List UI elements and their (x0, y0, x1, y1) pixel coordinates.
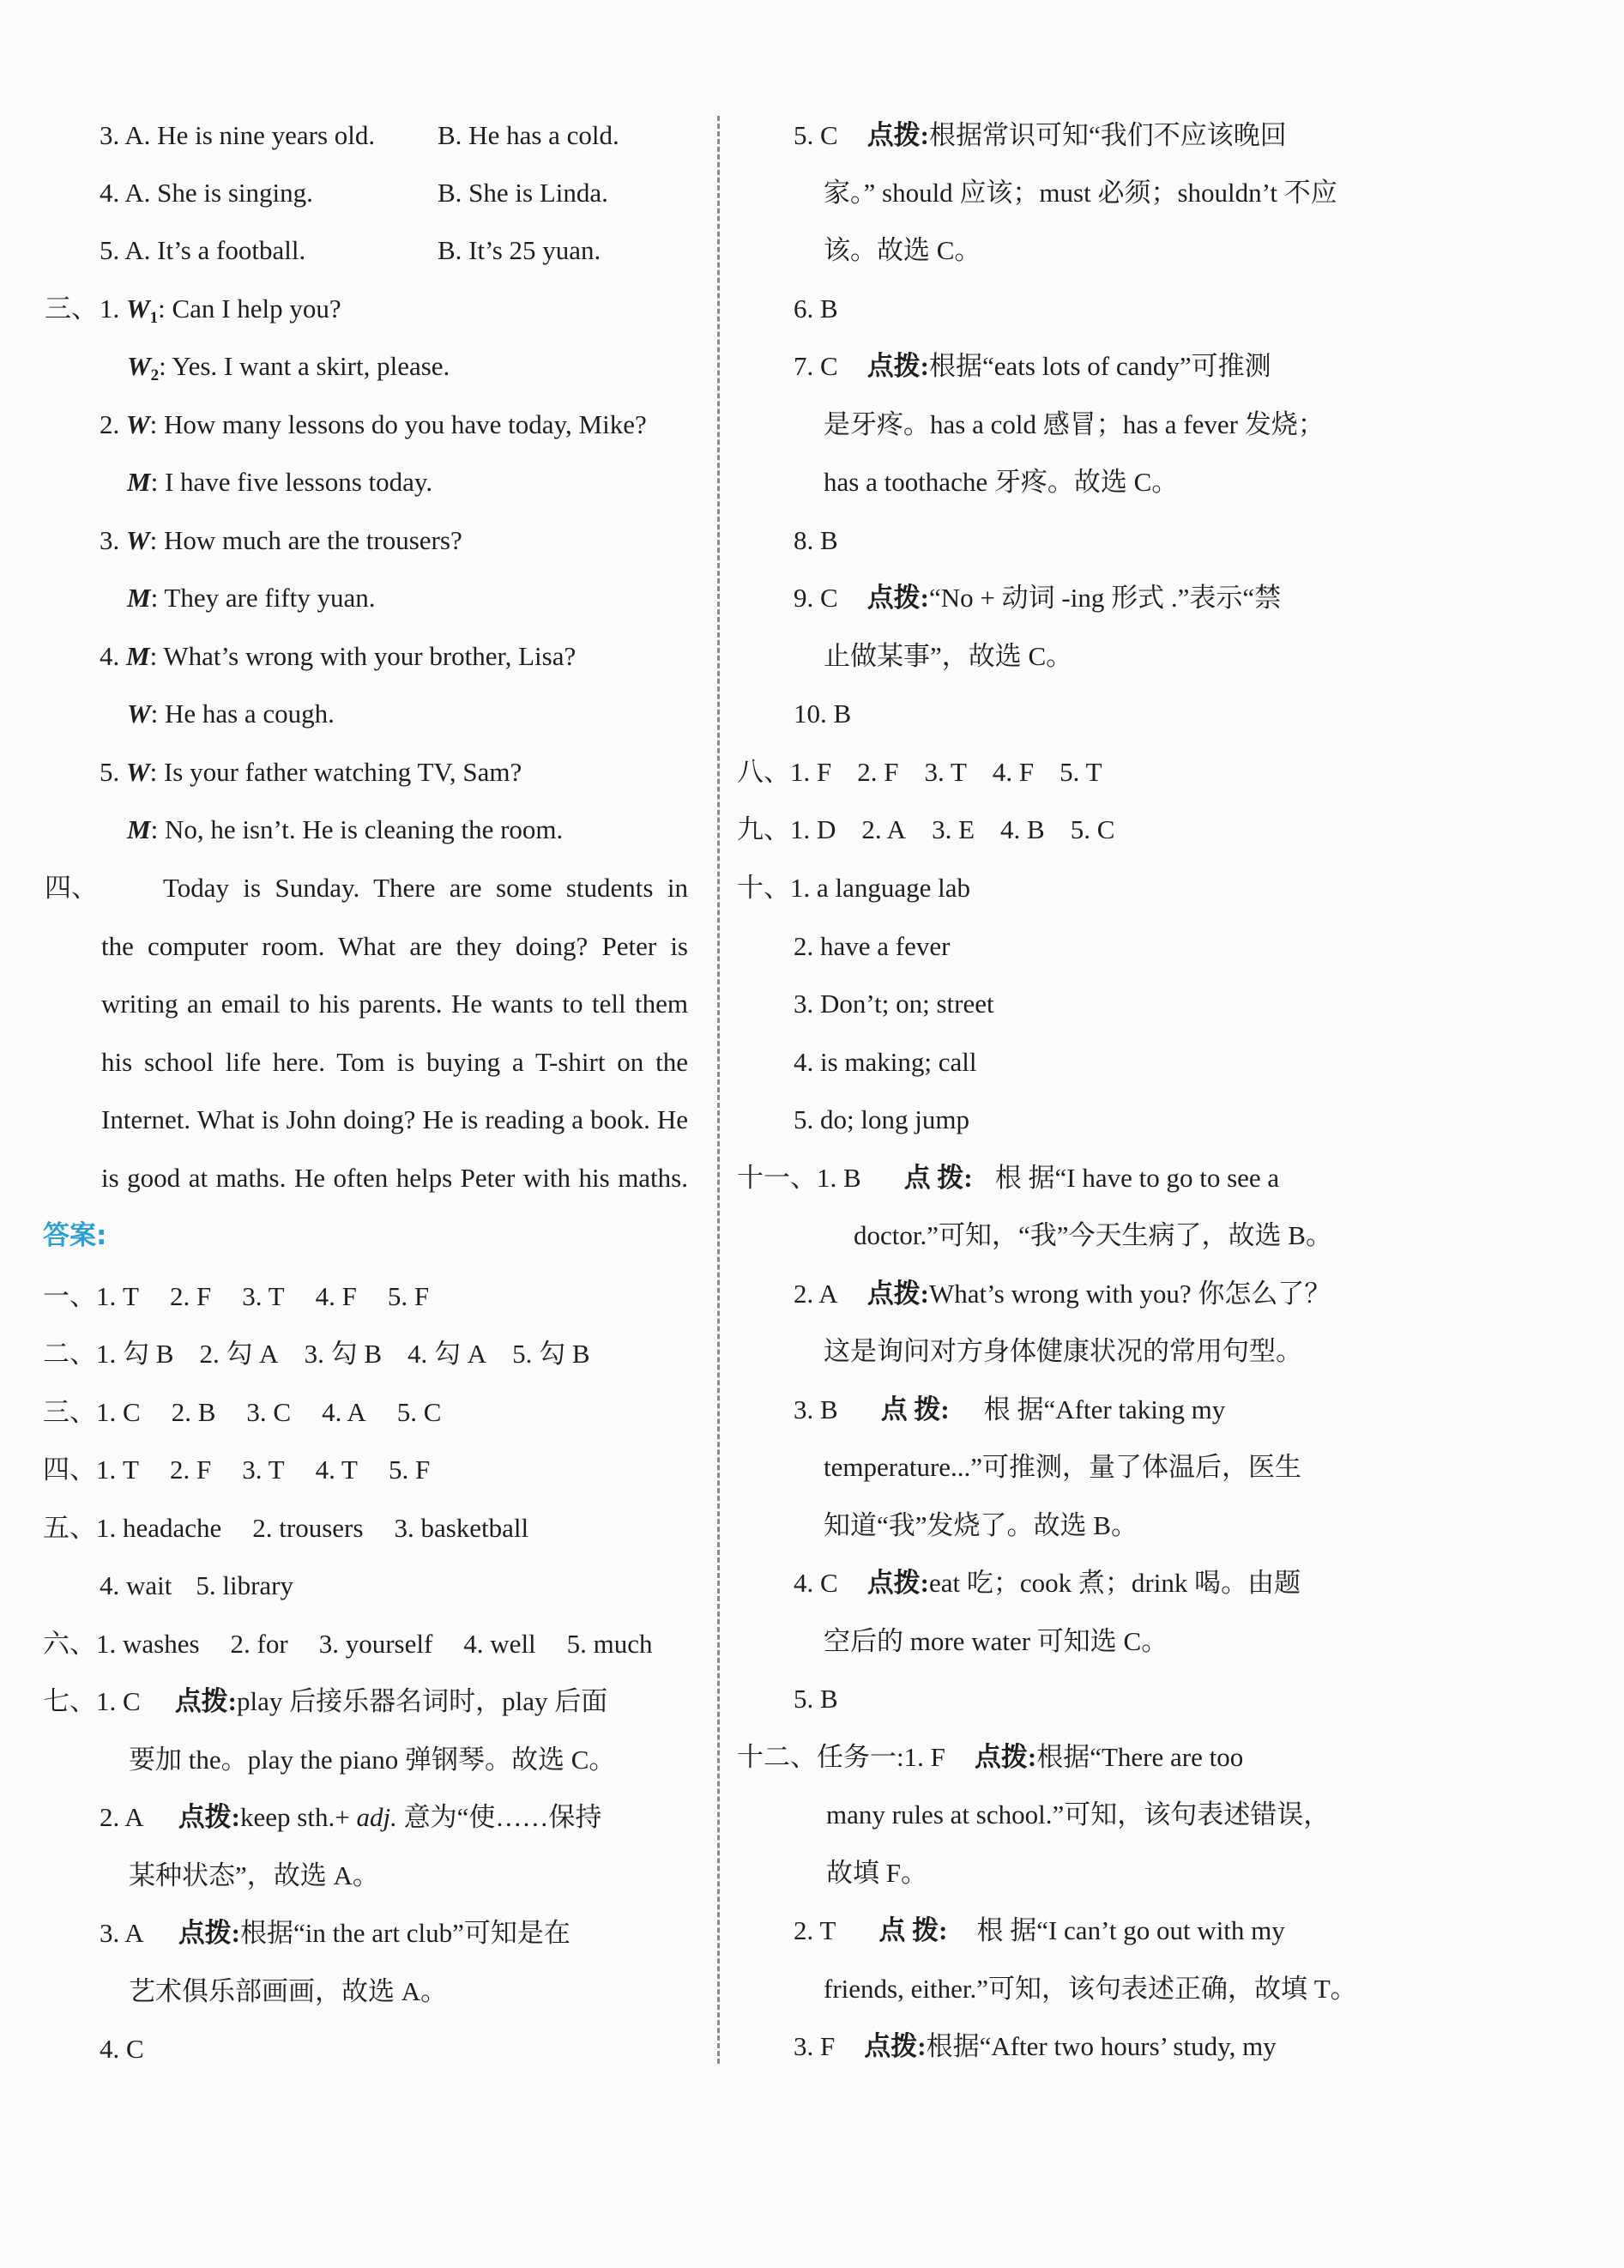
answer-7-q5-cont-1: 家。” should 应该；must 必须；shouldn’t 不应 (824, 178, 1337, 208)
answers-heading: 答案: (43, 1220, 107, 1251)
passage-line-4: his school life here. Tom is buying a T-shirt on the (101, 1047, 688, 1077)
answer-11-q2: 2. A 点拨:What’s wrong with you? 你怎么了？ (794, 1279, 1331, 1309)
answer-11-q1: 十一、1. B 点 拨: 根 据“I have to go to see a (737, 1163, 1280, 1193)
passage-line-2: the computer room. What are they doing? Peter is (101, 931, 688, 961)
answer-row-5-cont: 4. wait 5. library (100, 1570, 294, 1600)
section-4-label: 四、 (45, 873, 98, 903)
answer-row-6: 六、1. washes 2. for 3. yourself 4. well 5. much (43, 1629, 653, 1659)
answer-11-q1-cont: doctor.”可知，“我”今天生病了，故选 B。 (854, 1220, 1332, 1250)
dialogue-2-line-2: M: I have five lessons today. (127, 467, 433, 497)
answer-12-q3: 3. F 点拨:根据“After two hours’ study, my (794, 2031, 1277, 2061)
dialogue-3-line-1: 3. W: How much are the trousers? (100, 525, 462, 555)
answer-12-q1-cont-1: many rules at school.”可知，该句表述错误， (826, 1799, 1331, 1830)
answer-11-q4-cont: 空后的 more water 可知选 C。 (824, 1626, 1168, 1656)
answer-11-q4: 4. C 点拨:eat 吃；cook 煮；drink 喝。由题 (794, 1568, 1301, 1598)
answer-row-1: 一、1. T 2. F 3. T 4. F 5. F (43, 1281, 430, 1311)
passage-line-6: is good at maths. He often helps Peter with his maths. (101, 1163, 688, 1193)
answer-7-q6: 6. B (794, 293, 838, 324)
listening-q3: 3. A. He is nine years old. (100, 120, 376, 150)
answer-7-q3: 3. A 点拨:根据“in the art club”可知是在 (100, 1918, 571, 1948)
answer-11-q3-cont-2: 知道“我”发烧了。故选 B。 (824, 1510, 1138, 1540)
answer-12-q2: 2. T 点 拨: 根 据“I can’t go out with my (794, 1915, 1285, 1945)
passage-line-3: writing an email to his parents. He wants to tell them (101, 989, 688, 1019)
answer-7-q4: 4. C (100, 2034, 144, 2064)
answer-12-q1-cont-2: 故填 F。 (826, 1858, 927, 1888)
listening-q4-option-b: B. She is Linda. (438, 178, 608, 208)
dialogue-1-line-2: $W_2$: Yes. I want a skirt, please. (127, 351, 450, 384)
dialogue-5-line-2: M: No, he isn’t. He is cleaning the room. (127, 814, 564, 844)
answer-row-3: 三、1. C 2. B 3. C 4. A 5. C (43, 1397, 442, 1427)
dialogue-5-line-1: 5. W: Is your father watching TV, Sam? (100, 757, 522, 787)
answer-10-q5: 5. do; long jump (794, 1104, 969, 1134)
answer-12-q2-cont: friends, either.”可知，该句表述正确，故填 T。 (824, 1974, 1357, 2004)
answer-7-q2-cont: 某种状态”，故选 A。 (129, 1860, 379, 1890)
answer-7-q3-cont: 艺术俱乐部画画，故选 A。 (129, 1976, 448, 2006)
answer-7-q7: 7. C 点拨:根据“eats lots of candy”可推测 (794, 351, 1271, 381)
answer-7-q7-cont-1: 是牙疼。has a cold 感冒；has a fever 发烧； (824, 409, 1325, 439)
listening-q5-option-b: B. It’s 25 yuan. (438, 235, 601, 265)
dialogue-3-line-2: M: They are fifty yuan. (127, 583, 376, 613)
answer-11-q2-cont: 这是询问对方身体健康状况的常用句型。 (824, 1336, 1302, 1366)
dialogue-2-line-1: 2. W: How many lessons do you have today, Mike? (100, 409, 647, 439)
answer-row-8: 八、1. F 2. F 3. T 4. F 5. T (737, 757, 1102, 787)
dialogue-4-line-1: 4. M: What’s wrong with your brother, Lisa? (100, 641, 577, 671)
answer-row-9: 九、1. D 2. A 3. E 4. B 5. C (737, 814, 1115, 844)
answer-10-q4: 4. is making; call (794, 1047, 977, 1077)
answer-12-task1-q1: 十二、任务一:1. F 点拨:根据“There are too (737, 1742, 1244, 1772)
answer-10-q3: 3. Don’t; on; street (794, 989, 994, 1019)
dialogue-1-line-1: 1. $W_1$: Can I help you? (100, 293, 341, 327)
answer-7-q5-cont-2: 该。故选 C。 (824, 235, 981, 265)
listening-q4: 4. A. She is singing. (100, 178, 313, 208)
listening-q3-option-b: B. He has a cold. (438, 120, 619, 150)
answer-7-q2: 2. A 点拨:keep sth.+ adj. 意为“使……保持 (100, 1802, 602, 1832)
answer-row-2: 二、1. 勾 B 2. 勾 A 3. 勾 B 4. 勾 A 5. 勾 B (43, 1339, 590, 1369)
answer-10-q1: 十、1. a language lab (737, 873, 971, 903)
answer-11-q5: 5. B (794, 1684, 838, 1714)
answer-row-4: 四、1. T 2. F 3. T 4. T 5. F (43, 1455, 431, 1485)
answer-7-q1-cont: 要加 the。play the piano 弹钢琴。故选 C。 (129, 1745, 616, 1775)
column-divider (717, 116, 720, 2064)
answer-7-q5: 5. C 点拨:根据常识可知“我们不应该晚回 (794, 120, 1287, 150)
answer-7-q7-cont-2: has a toothache 牙疼。故选 C。 (824, 467, 1179, 497)
answer-7-q9: 9. C 点拨:“No + 动词 -ing 形式 .”表示“禁 (794, 583, 1282, 613)
passage-line-1: Today is Sunday. There are some students in (163, 873, 688, 903)
listening-q5: 5. A. It’s a football. (100, 235, 306, 265)
passage-line-5: Internet. What is John doing? He is reading a book. He (101, 1104, 688, 1134)
section-3-label: 三、 (45, 293, 98, 324)
dialogue-4-line-2: W: He has a cough. (127, 699, 335, 729)
answer-7-q1: 七、1. C 点拨:play 后接乐器名词时，play 后面 (43, 1686, 608, 1716)
answer-7-q10: 10. B (794, 699, 852, 729)
answer-7-q8: 8. B (794, 525, 838, 555)
answer-7-q9-cont: 止做某事”，故选 C。 (824, 641, 1073, 671)
answer-10-q2: 2. have a fever (794, 931, 951, 961)
answer-row-5: 五、1. headache 2. trousers 3. basketball (43, 1513, 529, 1543)
answer-11-q3-cont-1: temperature...”可推测，量了体温后，医生 (824, 1452, 1302, 1482)
answer-11-q3: 3. B 点 拨: 根 据“After taking my (794, 1394, 1226, 1424)
